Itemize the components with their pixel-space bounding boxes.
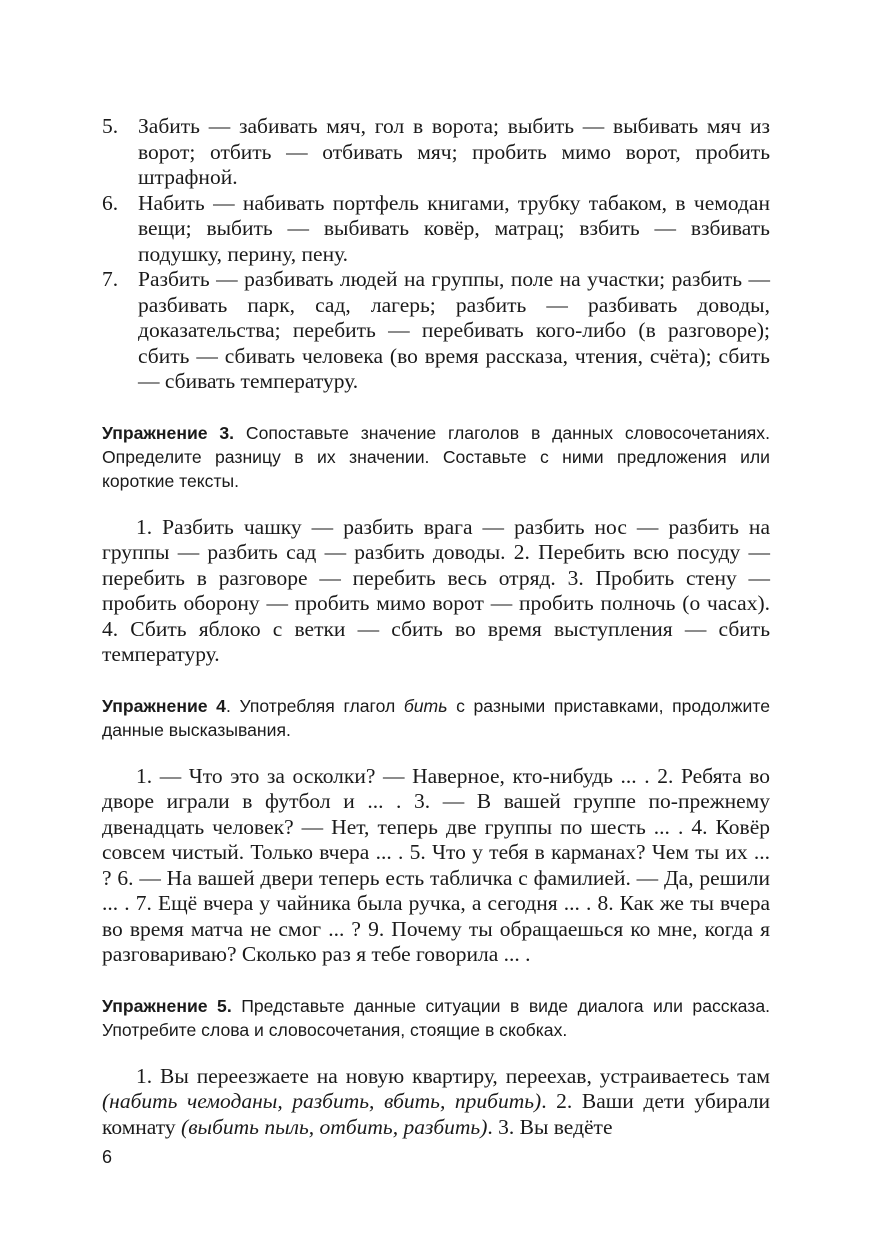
list-item-text: Забить — забивать мяч, гол в ворота; выбить — выбивать мяч из ворот; отбить — отбивать мяч; пробить мимо ворот, пробить штрафной. [138, 114, 770, 189]
exercise-4-instruction-before: . Употребляя глагол [225, 695, 404, 716]
list-item-number: 6. [102, 190, 119, 215]
list-item [102, 114, 770, 191]
list-item-text: Разбить — разбивать людей на группы, поле на участки; разбить — разбивать парк, сад, лагерь; разбить — разбивать доводы, доказательства; перебить — перебивать кого-либо (в разговоре); сбить — сбивать человека (во время рассказа, чтения, счёта); сбить — сбивать температуру. [138, 267, 770, 393]
list-item [102, 191, 770, 268]
exercise-5-text-part: . 2. Ваши дети убирали комнату [102, 1089, 770, 1139]
exercise-3-title: Упражнение 3. [102, 422, 235, 443]
exercise-4-task [102, 694, 770, 742]
exercise-5-text-part: 1. Вы переезжаете на новую квартиру, переехав, устраиваетесь там [136, 1063, 770, 1088]
exercise-5-text [102, 1064, 770, 1141]
list-item-number: 7. [102, 267, 119, 291]
exercise-5-text-part: . 3. Вы ведёте [487, 1114, 613, 1139]
list-item-number: 5. [102, 114, 119, 138]
exercise-4-instruction-after: с разными приставками, продолжите данные высказывания. [102, 695, 770, 740]
numbered-list [102, 114, 770, 395]
exercise-3-task [102, 421, 770, 493]
exercise-4-title: Упражнение 4 [102, 695, 226, 716]
exercise-3-instruction: Сопоставьте значение глаголов в данных словосочетаниях. Определите разницу в их значении. Составьте с ними предложения или короткие тексты. [102, 422, 770, 491]
page-number: 6 [102, 1147, 113, 1167]
list-item-text: Набить — набивать портфель книгами, трубку табаком, в чемодан вещи; выбить — выбивать ковёр, матрац; взбить — взбивать подушку, перину, пену. [138, 190, 770, 266]
exercise-5-title: Упражнение 5. [102, 995, 232, 1016]
exercise-5-instruction: Представьте данные ситуации в виде диалога или рассказа. Употребите слова и словосочетания, стоящие в скобках. [102, 995, 771, 1040]
exercise-5-task [102, 994, 770, 1042]
exercise-4-verb: бить [403, 695, 448, 716]
exercise-4-text: 1. — Что это за осколки? — Наверное, кто-нибудь ... . 2. Ребята во дворе играли в футбол и ... . 3. — В вашей группе по-прежнему двенадцать человек? — Нет, теперь две группы по шесть ... . 4. Ковёр совсем чистый. Только вчера ... . 5. Что у тебя в карманах? Чем ты их ... ? 6. — На вашей двери теперь есть табличка с фамилией. — Да, решили ... . 7. Ещё вчера у чайника была ручка, а сегодня ... . 8. Как же ты вчера во время матча не смог ... ? 9. Почему ты обращаешься ко мне, когда я разговариваю? Сколько раз я тебе говорила ... . [102, 763, 770, 966]
exercise-5-hint: (набить чемоданы, разбить, вбить, прибить) [102, 1089, 542, 1113]
exercise-5-hint: (выбить пыль, отбить, разбить) [181, 1114, 488, 1139]
exercise-3-text: 1. Разбить чашку — разбить врага — разбить нос — разбить на группы — разбить сад — разбить доводы. 2. Перебить всю посуду — перебить в разговоре — перебить весь отряд. 3. Пробить стену — пробить оборону — пробить мимо ворот — пробить полночь (о часах). 4. Сбить яблоко с ветки — сбить во время выступления — сбить температуру. [102, 514, 770, 666]
list-item [102, 267, 770, 395]
page-content [102, 114, 770, 1140]
